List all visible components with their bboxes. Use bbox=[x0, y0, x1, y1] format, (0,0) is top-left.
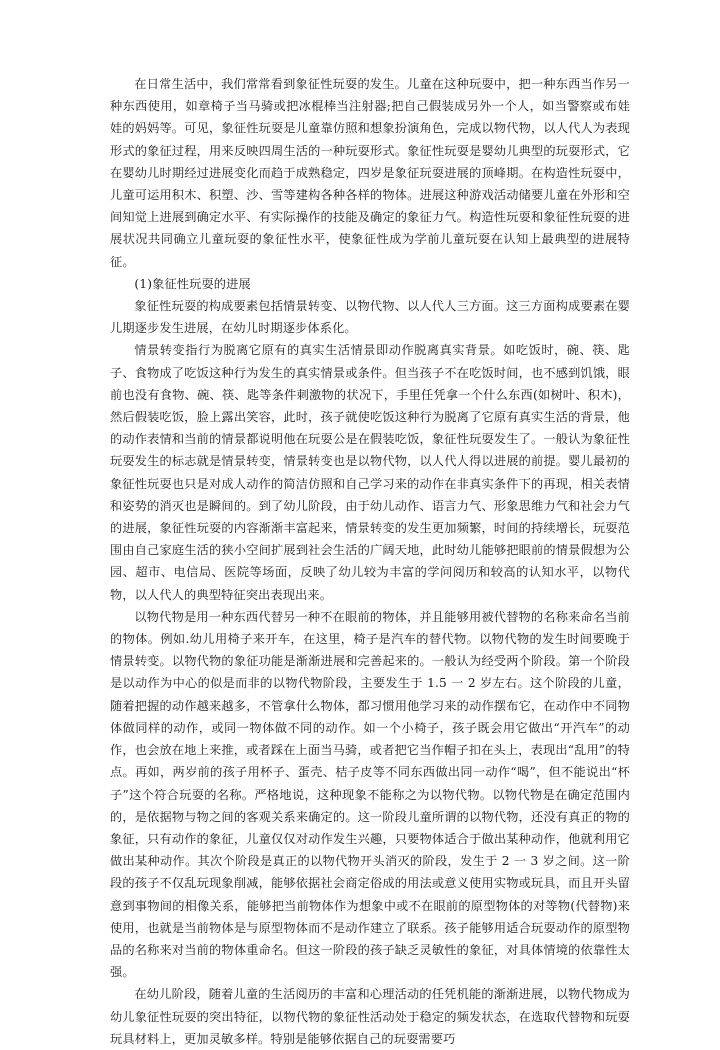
paragraph-components: 象征性玩耍的构成要素包括情景转变、以物代物、以人代人三方面。这三方面构成要素在婴儿期逐步发生进展，在幼儿时期逐步体系化。 bbox=[110, 299, 630, 336]
paragraph-situation-change: 情景转变指行为脱离它原有的真实生活情景即动作脱离真实背景。如吃饭时，碗、筷、匙子、食物成了吃饭这种行为发生的真实情景或条件。但当孩子不在吃饭时间，也不感到饥饿，眼前也没有食物、碗、筷、匙等条件刺激物的状况下，手里任凭拿一个什么东西(如树叶、积木)，然后假装吃饭，脸上露出笑容，此时，孩子就使吃饭这种行为脱离了它原有真实生活的背景，他的动作表情和当前的情景都说明他在玩耍公是在假装吃饭，象征性玩耍发生了。一般认为象征性玩耍发生的标志就是情景转变，情景转变也是以物代物，以人代人得以进展的前提。婴儿最初的象征性玩耍也只是对成人动作的简洁仿照和自己学习来的动作在非真实条件下的再现，相关表情和姿势的消灭也是瞬间的。到了幼儿阶段，由于幼儿动作、语言力气、形象思维力气和社会力气的进展，象征性玩耍的内容渐渐丰富起来，情景转变的发生更加频繁，时间的持续增长，玩耍范围由自己家庭生活的狭小空间扩展到社会生活的广阔天地，此时幼儿能够把眼前的情景假想为公园、超市、电信局、医院等场面，反映了幼儿较为丰富的学问阅历和较高的认知水平，以物代物，以人代人的典型特征突出表现出来。 bbox=[110, 343, 630, 602]
section-heading: (1)象征性玩耍的进展 bbox=[134, 276, 251, 291]
document-body bbox=[110, 73, 630, 1050]
paragraph-object-substitution: 以物代物是用一种东西代替另一种不在眼前的物体，并且能够用被代替物的名称来命名当前的物体。例如.幼儿用椅子来开车，在这里，椅子是汽车的替代物。以物代物的发生时间要晚于情景转变。以物代物的象征功能是渐渐进展和完善起来的。一般认为经受两个阶段。第一个阶段是以动作为中心的似是而非的以物代物阶段，主要发生于 1.5 一 2 岁左右。这个阶段的儿童，随着把握的动作越来越多，不管拿什么物体，都习惯用他学习来的动作摆布它，在动作中不同物体做同样的动作，或同一物体做不同的动作。如一个小椅子，孩子既会用它做出“开汽车”的动作，也会放在地上来推，或者踩在上面当马骑，或者把它当作帽子扣在头上，表现出“乱用”的特点。再如，两岁前的孩子用杯子、蛋壳、桔子皮等不同东西做出同一动作“喝”，但不能说出“杯子”这个符合玩耍的名称。严格地说，这种现象不能称之为以物代物。以物代物是在确定范围内的，是依据物与物之间的客观关系来确定的。这一阶段儿童所谓的以物代物，还没有真正的物的象征，只有动作的象征，儿童仅仅对动作发生兴趣，只要物体适合于做出某种动作，他就利用它做出某种动作。其次个阶段是真正的以物代物开头消灭的阶段，发生于 2 一 3 岁之间。这一阶段的孩子不仅乱玩现象削减，能够依据社会商定俗成的用法或意义使用实物或玩具，而且开头留意到事物间的相像关系，能够把当前物体作为想象中或不在眼前的原型物体的对等物(代替物)来使用，也就是当前物体是与原型物体而不是动作建立了联系。孩子能够用适合玩耍动作的原型物品的名称来对当前的物体重命名。但这一阶段的孩子缺乏灵敏性的象征，对具体情境的依靠性太强。 bbox=[110, 609, 630, 980]
paragraph-preschool-stage: 在幼儿阶段，随着儿童的生活阅历的丰富和心理活动的任凭机能的渐渐进展，以物代物成为幼儿象征性玩耍的突出特征，以物代物的象征性活动处于稳定的频发状态，在选取代替物和玩耍玩具材料上，更加灵敏多样。特别是能够依据自己的玩耍需要巧 bbox=[110, 987, 630, 1046]
paragraph-intro: 在日常生活中，我们常常看到象征性玩耍的发生。儿童在这种玩耍中，把一种东西当作另一种东西使用，如章椅子当马骑或把冰棍棒当注射器;把自己假装成另外一个人，如当警察或布娃娃的妈妈等。可见，象征性玩耍是儿童靠仿照和想象扮演角色，完成以物代物，以人代人为表现形式的象征过程，用来反映四周生活的一种玩耍形式。象征性玩耍是婴幼儿典型的玩耍形式，它在婴幼儿时期经过进展变化而趋于成熟稳定，四岁是象征玩耍进展的顶峰期。在构造性玩耍中，儿童可运用积木、积塑、沙、雪等建构各种各样的物体。进展这种游戏活动储要儿童在外形和空间知觉上进展到确定水平、有实际操作的技能及确定的象征力气。构造性玩耍和象征性玩耍的进展状况共同确立儿童玩耍的象征性水平，使象征性成为学前儿童玩耍在认知上最典型的进展特征。 bbox=[110, 77, 630, 269]
